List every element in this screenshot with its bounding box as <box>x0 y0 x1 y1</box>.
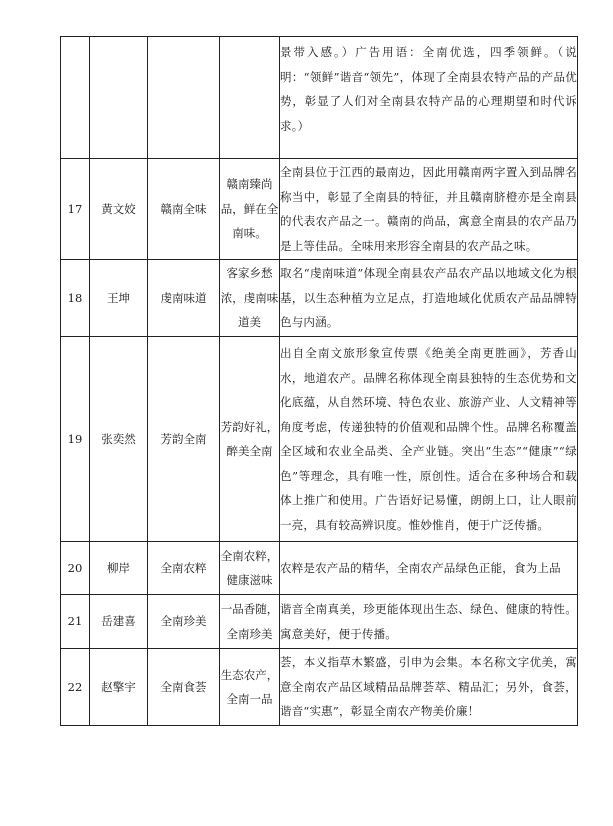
author-name: 王坤 <box>90 260 148 337</box>
entries-table <box>60 36 578 726</box>
brand-name <box>148 37 220 159</box>
description <box>280 595 578 649</box>
description-text: 谐音全南真美，珍更能体现出生态、绿色、健康的特性。寓意美好，便于传播。 <box>280 602 577 641</box>
brand-name: 全南农粹 <box>148 542 220 595</box>
description <box>280 649 578 726</box>
slogan: 芳韵好礼，醉美全南 <box>220 337 280 542</box>
slogan: 赣南臻尚品，鲜在全南味。 <box>220 159 280 260</box>
description-text: 农粹是农产品的精华，全南农产品绿色正能，食为上品 <box>280 560 561 575</box>
description-text: 出自全南文旅形象宣传票《绝美全南更胜画》，芳香山水，地道农产。品牌名称体现全南县独特的生态优势和文化底蕴，从自然环境、特色农业、旅游产业、人文精神等角度考虑，传递独特的价值观和品牌个性。品牌名称覆盖全区域和农业全品类、全产业链。突出“生态”“健康”“绿色”等理念，具有唯一性，原创性。适合在多种场合和载体上推广和使用。广告语好记易懂，朗朗上口，让人眼前一亮，具有较高辨识度。惟妙惟肖，便于广泛传播。 <box>280 346 577 532</box>
row-number: 21 <box>61 595 90 649</box>
description-text: 荟，本义指草木繁盛，引申为会集。本名称文字优美，寓意全南农产品区域精品品牌荟萃、精品汇；另外，食荟，谐音“实惠”，彰显全南农产物美价廉！ <box>280 655 577 719</box>
table-row <box>61 260 578 337</box>
row-number: 20 <box>61 542 90 595</box>
author-name: 黄文姣 <box>90 159 148 260</box>
row-number: 17 <box>61 159 90 260</box>
description-text: 景带入感。）广告用语：全南优选，四季领鲜。（说明：“领鲜”谐音“领先”，体现了全南县农特产品的产品优势，彰显了人们对全南县农特产品的心理期望和时代诉求。） <box>280 45 577 133</box>
brand-name: 全南食荟 <box>148 649 220 726</box>
slogan: 一品香随，全南珍美 <box>220 595 280 649</box>
description <box>280 542 578 595</box>
description-text: 全南县位于江西的最南边，因此用赣南两字置入到品牌名称当中，彰显了全南县的特征，并且赣南脐橙亦是全南县的代表农产品之一。赣南的尚品，寓意全南县的农产品乃是上等佳品。全味用来形容全南县的农产品之味。 <box>280 165 577 253</box>
table-row <box>61 37 578 159</box>
slogan: 全南农粹，健康滋味 <box>220 542 280 595</box>
description <box>280 337 578 542</box>
row-number: 18 <box>61 260 90 337</box>
description-text: 取名“虔南味道”体现全南县农产品农产品以地域文化为根基，以生态种植为立足点，打造地域化优质农产品品牌特色与内涵。 <box>280 266 577 330</box>
description <box>280 159 578 260</box>
slogan <box>220 37 280 159</box>
brand-name: 芳韵全南 <box>148 337 220 542</box>
table-row <box>61 542 578 595</box>
brand-name: 赣南全味 <box>148 159 220 260</box>
author-name: 赵擎宇 <box>90 649 148 726</box>
author-name <box>90 37 148 159</box>
author-name: 岳建喜 <box>90 595 148 649</box>
author-name: 柳岸 <box>90 542 148 595</box>
brand-name: 全南珍美 <box>148 595 220 649</box>
table-row <box>61 595 578 649</box>
description <box>280 260 578 337</box>
row-number <box>61 37 90 159</box>
table-row <box>61 159 578 260</box>
table-row <box>61 337 578 542</box>
description <box>280 37 578 159</box>
row-number: 22 <box>61 649 90 726</box>
slogan: 客家乡愁浓，虔南味道美 <box>220 260 280 337</box>
brand-name: 虔南味道 <box>148 260 220 337</box>
author-name: 张奕然 <box>90 337 148 542</box>
slogan: 生态农产，全南一品 <box>220 649 280 726</box>
table-row <box>61 649 578 726</box>
row-number: 19 <box>61 337 90 542</box>
